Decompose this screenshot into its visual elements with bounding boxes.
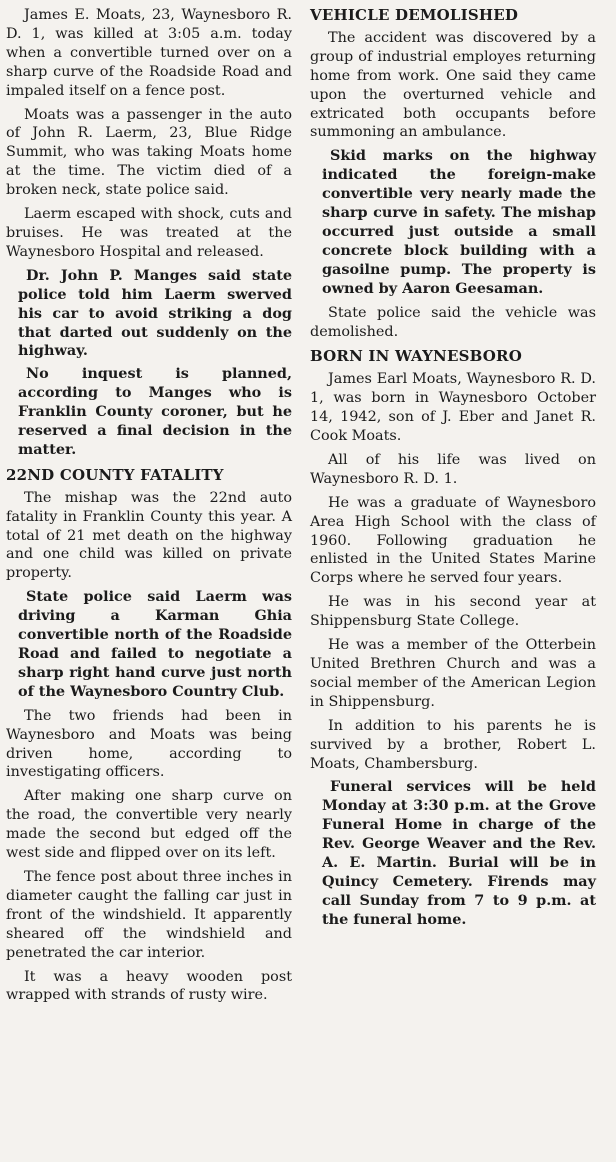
subheading-born-in-waynesboro: BORN IN WAYNESBORO xyxy=(310,347,522,366)
bold-paragraph: No inquest is planned, according to Manges who is Franklin County coroner, but he reserved a final decision in the matter. xyxy=(18,365,292,458)
bold-paragraph: Dr. John P. Manges said state police told him Laerm swerved his car to avoid striking a dog that darted out suddenly on the highway. xyxy=(18,266,292,360)
article-paragraph: He was in his second year at Shippensburg State College. xyxy=(310,594,596,630)
article-paragraph: After making one sharp curve on the road, the convertible very nearly made the second but edged off the west side and flipped over on its left. xyxy=(6,788,292,862)
article-paragraph: He was a member of the Otterbein United Brethren Church and was a social member of the American Legion in Shippensburg. xyxy=(310,637,596,710)
article-paragraph: Moats was a passenger in the auto of John R. Laerm, 23, Blue Ridge Summit, who was taking Moats home at the time. The victim died of a broken neck, state police said. xyxy=(6,106,292,199)
article-paragraph: James Earl Moats, Waynesboro R. D. 1, was born in Waynesboro October 14, 1942, son of J. Eber and Janet R. Cook Moats. xyxy=(310,371,596,445)
article-paragraph: State police said the vehicle was demolished. xyxy=(310,304,596,340)
article-paragraph: It was a heavy wooden post wrapped with strands of rusty wire. xyxy=(6,968,292,1004)
subheading-vehicle-demolished: VEHICLE DEMOLISHED xyxy=(310,6,519,24)
article-paragraph: All of his life was lived on Waynesboro R. D. 1. xyxy=(310,451,596,487)
article-paragraph: The accident was discovered by a group of industrial employes returning home from work. One said they came upon the overturned vehicle and extricated both occupants before summoning an ambulance. xyxy=(310,29,596,141)
bold-paragraph: Skid marks on the highway indicated the foreign-make convertible very nearly made the sharp curve in safety. The mishap occurred just outside a small concrete block building with a gasoilne pump. The property is owned by Aaron Geesaman. xyxy=(322,147,596,297)
article-paragraph: The mishap was the 22nd auto fatality in Franklin County this year. A total of 21 met death on the highway and one child was killed on private property. xyxy=(6,489,292,582)
bold-paragraph: State police said Laerm was driving a Karman Ghia convertible north of the Roadside Road and failed to negotiate a sharp right hand curve just north of the Waynesboro Country Club. xyxy=(18,588,292,700)
left-column xyxy=(6,6,292,1162)
article-paragraph: James E. Moats, 23, Waynesboro R. D. 1, was killed at 3:05 a.m. today when a convertible turned over on a sharp curve of the Roadside Road and impaled itself on a fence post. xyxy=(6,7,292,99)
article-paragraph: The fence post about three inches in diameter caught the falling car just in front of the windshield. It apparently sheared off the windshield and penetrated the car interior. xyxy=(6,868,292,961)
article-paragraph: The two friends had been in Waynesboro and Moats was being driven home, according to investigating officers. xyxy=(6,707,292,781)
right-column xyxy=(310,6,596,1162)
article-paragraph: He was a graduate of Waynesboro Area High School with the class of 1960. Following graduation he enlisted in the United States Marine Corps where he served four years. xyxy=(310,494,596,587)
subheading-county-fatality: 22ND COUNTY FATALITY xyxy=(6,465,224,484)
bold-paragraph: Funeral services will be held Monday at 3:30 p.m. at the Grove Funeral Home in charge of the Rev. George Weaver and the Rev. A. E. Martin. Burial will be in Quincy Cemetery. Firends may call Sunday from 7 to 9 p.m. at the funeral home. xyxy=(322,778,596,928)
article-paragraph: In addition to his parents he is survived by a brother, Robert L. Moats, Chambersburg. xyxy=(310,717,596,772)
article-paragraph: Laerm escaped with shock, cuts and bruises. He was treated at the Waynesboro Hospital and released. xyxy=(6,206,292,260)
